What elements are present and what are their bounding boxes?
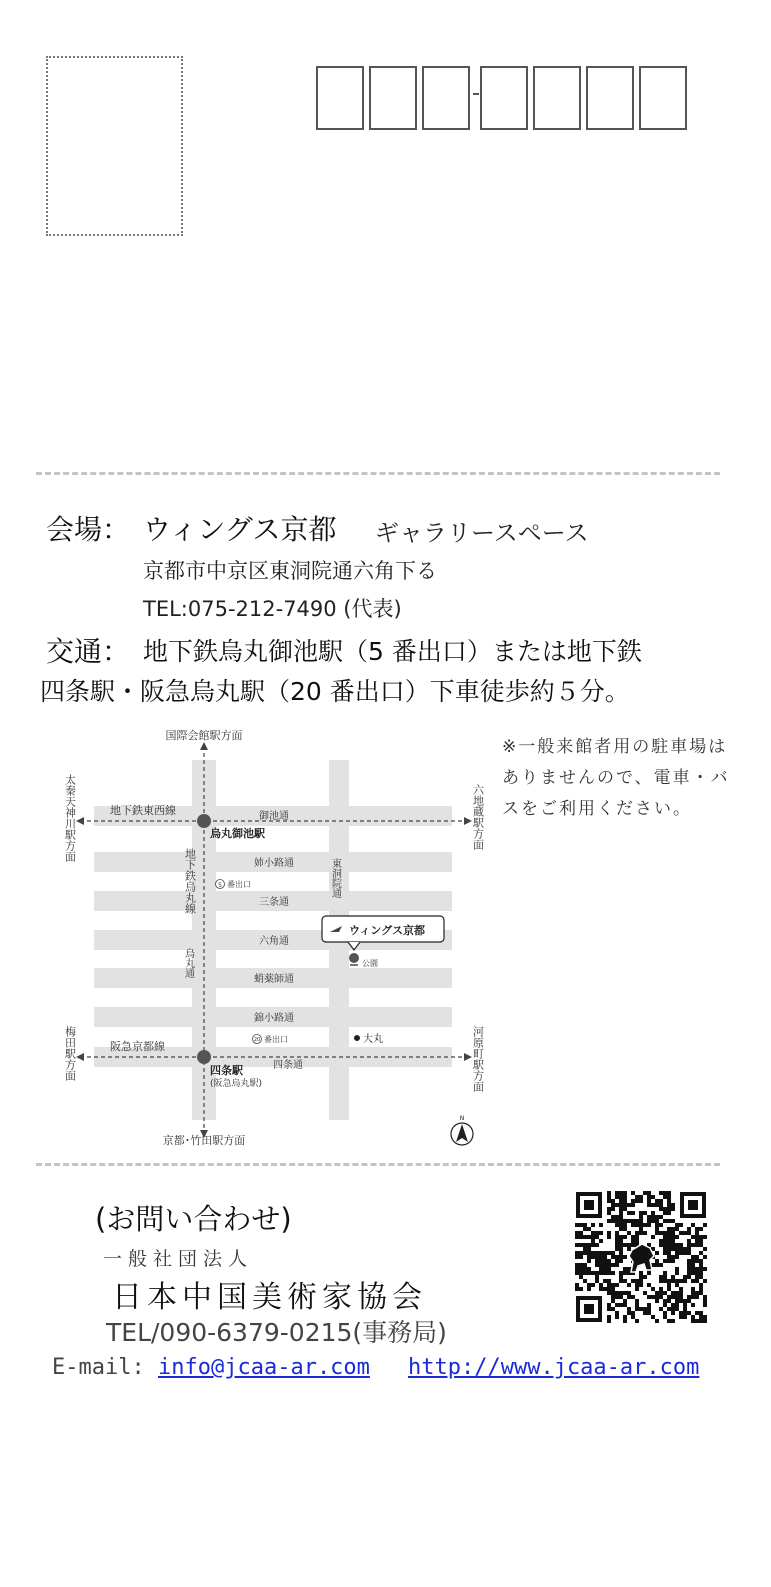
email-label: E-mail:	[52, 1355, 145, 1380]
map-street-takoyakushi: 蛸薬師通	[254, 974, 294, 985]
access-line-1: 地下鉄烏丸御池駅（5 番出口）または地下鉄	[143, 637, 642, 666]
map-right-top-direction: 六地蔵駅方面	[471, 784, 485, 850]
zip-box	[533, 66, 581, 130]
qr-code-icon	[574, 1190, 708, 1324]
venue-address: 京都市中京区東洞院通六角下る	[143, 559, 437, 583]
map-street-higashinotoin: 東洞院通	[329, 858, 341, 898]
map-street-sanjo: 三条通	[259, 897, 289, 908]
org-type: 一般社団法人	[103, 1248, 254, 1270]
venue-tel: TEL:075-212-7490 (代表)	[143, 597, 402, 621]
map-top-direction: 国際会館駅方面	[165, 729, 243, 742]
map-exit20-number: 20	[253, 1037, 261, 1043]
zip-box	[586, 66, 634, 130]
venue-sub: ギャラリースペース	[375, 519, 589, 547]
map-exit20: 番出口	[264, 1035, 288, 1044]
map-street-nishikikoji: 錦小路通	[254, 1013, 294, 1024]
park-mark	[350, 964, 358, 966]
map-street-karasuma: 烏丸通	[182, 948, 194, 978]
website-link[interactable]: http://www.jcaa-ar.com	[408, 1355, 700, 1380]
compass-north-icon	[451, 1115, 473, 1145]
zip-hyphen	[473, 93, 479, 95]
venue-label: 会場：	[46, 513, 131, 546]
map-station-oike: 烏丸御池駅	[210, 827, 265, 840]
map-street-rokkaku: 六角通	[259, 936, 289, 947]
zip-box	[316, 66, 364, 130]
map-venue-label: ウィングス京都	[349, 924, 426, 937]
zip-box	[639, 66, 687, 130]
map-bottom-direction: 京都･竹田駅方面	[162, 1134, 246, 1147]
org-name: 日本中国美術家協会	[112, 1280, 427, 1315]
compass-n-label: N	[459, 1115, 465, 1122]
access-label: 交通：	[46, 635, 131, 668]
map-station-shijo-sub: (阪急烏丸駅)	[210, 1079, 263, 1089]
map-left-bottom-direction: 梅田駅方面	[63, 1026, 77, 1081]
divider-dashed	[36, 1163, 720, 1166]
zip-box	[480, 66, 528, 130]
map-daimaru: 大丸	[363, 1034, 383, 1045]
postal-code-boxes	[316, 66, 688, 132]
zip-box	[369, 66, 417, 130]
map-park: 公園	[362, 959, 378, 968]
access-map	[56, 726, 496, 1154]
map-karasuma-line: 地下鉄烏丸線	[183, 848, 197, 914]
map-station-shijo: 四条駅	[210, 1064, 243, 1077]
map-street-aneyakoji: 姉小路通	[254, 858, 294, 869]
venue-name: ウィングス京都	[143, 513, 337, 546]
daimaru-dot	[354, 1035, 360, 1041]
access-line-2: 四条駅・阪急烏丸駅（20 番出口）下車徒歩約５分。	[40, 677, 630, 706]
map-exit5: 番出口	[227, 880, 251, 889]
parking-note: ※一般来館者用の駐車場はありませんので、電車・バスをご利用ください。	[502, 737, 730, 819]
org-tel: TEL/090-6379-0215(事務局)	[106, 1318, 447, 1347]
map-street-shijo: 四条通	[273, 1060, 303, 1071]
map-tozai-line: 地下鉄東西線	[110, 804, 176, 817]
inquiry-title: (お問い合わせ)	[95, 1202, 292, 1236]
map-left-top-direction: 太秦天神川駅方面	[63, 774, 77, 862]
stamp-placeholder	[46, 56, 183, 236]
station-oike-dot	[197, 814, 211, 828]
map-right-bottom-direction: 河原町駅方面	[471, 1026, 485, 1092]
map-street-oike: 御池通	[259, 811, 289, 822]
zip-box	[422, 66, 470, 130]
email-link[interactable]: info@jcaa-ar.com	[158, 1355, 370, 1380]
map-hankyu-line: 阪急京都線	[110, 1040, 165, 1053]
station-shijo-dot	[197, 1050, 211, 1064]
divider-dashed	[36, 472, 720, 475]
venue-location-dot	[349, 953, 359, 963]
map-exit5-number: 5	[218, 882, 222, 889]
